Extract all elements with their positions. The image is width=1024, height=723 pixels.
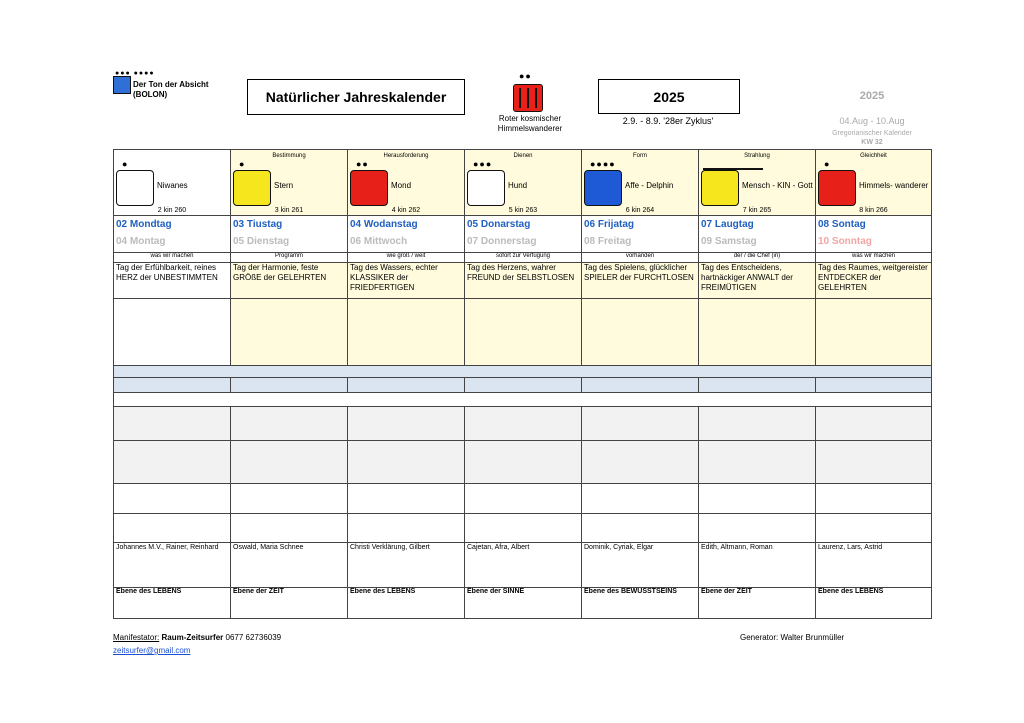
- entry-row: [114, 484, 932, 514]
- tone-glyph-icon: [113, 76, 131, 94]
- manifestator-line: Manifestator: Raum-Zeitsurfer 0677 62736039: [113, 633, 282, 642]
- day-cell: 07 Laugtag 09 Samstag: [699, 216, 816, 253]
- day-glyph-cell: Bestimmung ● Stern 3 kin 261: [231, 150, 348, 216]
- skywalker-glyph-icon: [513, 84, 543, 112]
- day-cell: 08 Sontag 10 Sonntag: [816, 216, 932, 253]
- star-glyph-icon: [233, 170, 271, 206]
- skywalker-glyph-icon: [818, 170, 856, 206]
- day-cell: 02 Mondtag 04 Montag: [114, 216, 231, 253]
- human-glyph-icon: [701, 170, 739, 206]
- generator-label: Generator: Walter Brunmüller: [740, 633, 845, 642]
- band-row: [114, 378, 932, 393]
- description-row: Tag der Erfühlbarkeit, reines HERZ der UNBESTIMMTEN Tag der Harmonie, feste GRÖßE der GELEHRTEN Tag des Wassers, echter KLASSIKER der FRIEDFERTIGEN Tag des Herzens, wahrer FREUND der SELBSTLOSEN Tag des Spielens, glücklicher SPIELER der FURCHTLOSEN Tag des Entscheidens, hartnäckiger ANWALT der FREIMÜTIGEN Tag des Raumes, weitgereister ENTDECKER der GELEHRTEN: [114, 263, 932, 299]
- gregorian-range: 04.Aug - 10.Aug: [839, 116, 905, 126]
- entry-row: [114, 407, 932, 441]
- day-glyph-cell: Gleichheit ● Himmels- wanderer 8 kin 266: [816, 150, 932, 216]
- day-cell: 06 Frijatag 08 Freitag: [582, 216, 699, 253]
- year-box: 2025: [598, 79, 740, 114]
- monkey-glyph-icon: [584, 170, 622, 206]
- spacer-row: [114, 393, 932, 407]
- day-glyph-cell: Strahlung Mensch - KIN - Gott 7 kin 265: [699, 150, 816, 216]
- day-cell: 04 Wodanstag 06 Mittwoch: [348, 216, 465, 253]
- day-name-row: [114, 216, 932, 253]
- level-row: Ebene des LEBENS Ebene der ZEIT Ebene des LEBENS Ebene der SINNE Ebene des BEWUSSTSEINS Ebene der ZEIT Ebene des LEBENS: [114, 588, 932, 619]
- day-cell: 05 Donarstag 07 Donnerstag: [465, 216, 582, 253]
- glyph-row: [114, 150, 932, 216]
- week-number: KW 32: [861, 139, 883, 146]
- entry-row: [114, 441, 932, 484]
- main-glyph-label: Roter kosmischer Himmelswanderer: [497, 114, 563, 133]
- tone-label: Der Ton der Absicht (BOLON): [133, 80, 209, 99]
- week-calendar: [113, 149, 932, 619]
- moon-glyph-icon: [350, 170, 388, 206]
- gregorian-label: Gregorianischer Kalender: [832, 130, 912, 137]
- page-title: Natürlicher Jahreskalender: [247, 79, 465, 115]
- niwanes-glyph-icon: [116, 170, 154, 206]
- gregorian-year: 2025: [859, 90, 885, 102]
- dog-glyph-icon: [467, 170, 505, 206]
- day-glyph-cell: Herausforderung ●● Mond 4 kin 262: [348, 150, 465, 216]
- band-row: [114, 366, 932, 378]
- email-link[interactable]: zeitsurfer@gmail.com: [113, 646, 191, 655]
- tone-dots: ●●● ●●●●: [115, 70, 155, 77]
- name-days-row: Johannes M.V., Rainer, Reinhard Oswald, Maria Schnee Christi Verklärung, Gilbert Cajetan, Afra, Albert Dominik, Cyriak, Elgar Edith, Altmann, Roman Laurenz, Lars, Astrid: [114, 543, 932, 588]
- day-cell: 03 Tiustag 05 Dienstag: [231, 216, 348, 253]
- day-glyph-cell: ● Niwanes 2 kin 260: [114, 150, 231, 216]
- subtitle-row: was wir machen Programm wie groß / weit sofort zur Verfügung vorhanden der / die Chef (in) was wir machen: [114, 253, 932, 263]
- main-glyph-dots: ●●: [519, 71, 532, 81]
- day-glyph-cell: Dienen ●●● Hund 5 kin 263: [465, 150, 582, 216]
- cycle-label: 2.9. - 8.9. '28er Zyklus': [622, 116, 714, 126]
- day-glyph-cell: Form ●●●● Affe - Delphin 6 kin 264: [582, 150, 699, 216]
- notes-row: [114, 299, 932, 366]
- entry-row: [114, 514, 932, 543]
